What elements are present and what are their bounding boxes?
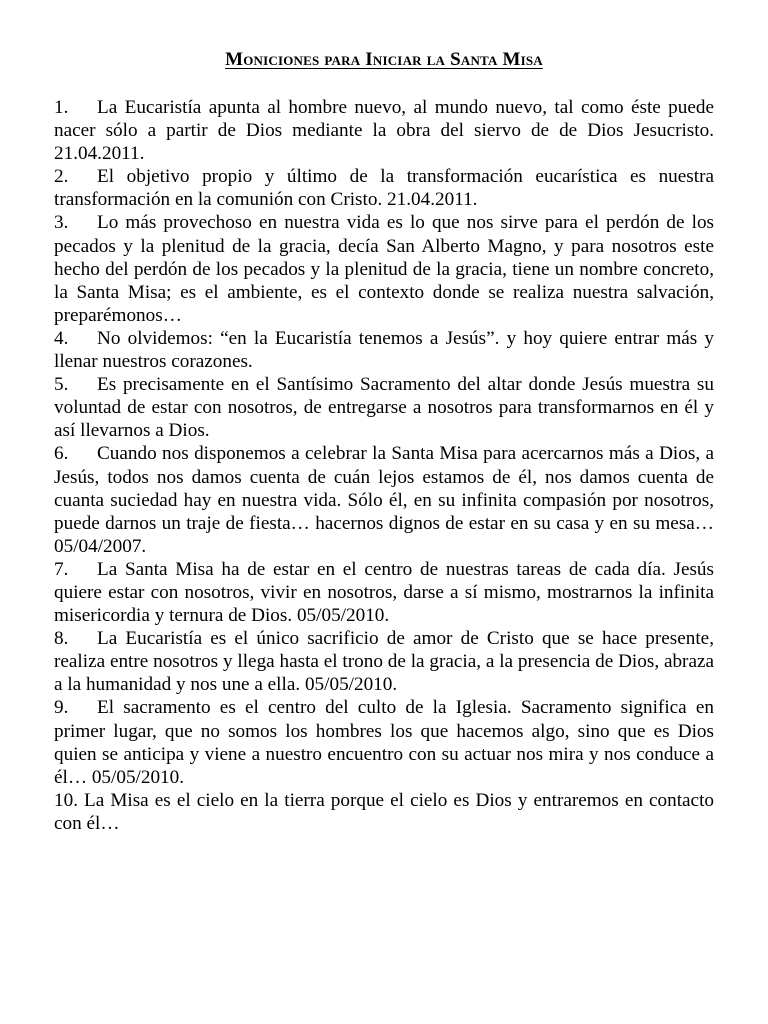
list-item [54, 96, 714, 165]
list-item [54, 373, 714, 442]
list-item [54, 327, 714, 373]
item-text: La Santa Misa ha de estar en el centro de nuestras tareas de cada día. Jesús quiere estar con nosotros, vivir en nosotros, darse a sí mismo, mostrarnos la infinita misericordia y ternura de Dios. 05/05/2010. [54, 558, 714, 627]
item-text: La Eucaristía es el único sacrificio de amor de Cristo que se hace presente, realiza entre nosotros y llega hasta el trono de la gracia, a la presencia de Dios, abraza a la humanidad y nos une a ella. 05/05/2010. [54, 628, 714, 696]
item-text: El sacramento es el centro del culto de la Iglesia. Sacramento significa en primer lugar, que no somos los hombres los que hacemos algo, sino que es Dios quien se anticipa y viene a nuestro encuentro con su actuar nos mira y nos conduce a él… 05/05/2010. [54, 697, 714, 788]
item-number: 5. [54, 374, 69, 396]
list-item [54, 165, 714, 211]
item-text: La Eucaristía apunta al hombre nuevo, al mundo nuevo, tal como éste puede nacer sólo a partir de Dios mediante la obra del siervo de de Dios Jesucristo. 21.04.2011. [54, 97, 714, 165]
document-page [54, 48, 714, 835]
item-number: 2. [54, 166, 69, 188]
item-number: 10. [54, 789, 78, 811]
item-number: 9. [54, 697, 69, 719]
document-title: Moniciones para Iniciar la Santa Misa [225, 49, 543, 70]
item-text: Cuando nos disponemos a celebrar la Santa Misa para acercarnos más a Dios, a Jesús, todos nos damos cuenta de cuán lejos estamos de él, nos damos cuenta de cuanta suciedad hay en nuestra vida. Sólo él, en su infinita compasión por nosotros, puede darnos un traje de fiesta… hacernos dignos de estar en su casa y en su mesa…05/04/2007. [54, 443, 714, 557]
item-number: 1. [54, 97, 69, 118]
list-item [54, 558, 714, 627]
item-number: 6. [54, 443, 69, 465]
item-text: La Misa es el cielo en la tierra porque el cielo es Dios y entraremos en contacto con él… [54, 789, 714, 834]
list-item [54, 627, 714, 696]
item-number: 3. [54, 212, 69, 234]
list-item [54, 442, 714, 557]
item-number: 7. [54, 558, 69, 580]
item-text: Lo más provechoso en nuestra vida es lo que nos sirve para el perdón de los pecados y la plenitud de la gracia, decía San Alberto Magno, y para nosotros este hecho del perdón de los pecados y la plenitud de la gracia, tiene un nombre concreto, la Santa Misa; es el ambiente, es el contexto donde se realiza nuestra salvación, preparémonos… [54, 212, 714, 326]
item-text: Es precisamente en el Santísimo Sacramento del altar donde Jesús muestra su voluntad de estar con nosotros, de entregarse a nosotros para transformarnos en él y así llevarnos a Dios. [54, 374, 714, 442]
list-item [54, 789, 714, 835]
item-number: 4. [54, 327, 69, 349]
list-item [54, 696, 714, 788]
item-text: El objetivo propio y último de la transformación eucarística es nuestra transformación en la comunión con Cristo. 21.04.2011. [54, 166, 714, 211]
item-text: No olvidemos: “en la Eucaristía tenemos a Jesús”. y hoy quiere entrar más y llenar nuestros corazones. [54, 327, 714, 373]
item-number: 8. [54, 628, 69, 650]
list-item [54, 211, 714, 326]
